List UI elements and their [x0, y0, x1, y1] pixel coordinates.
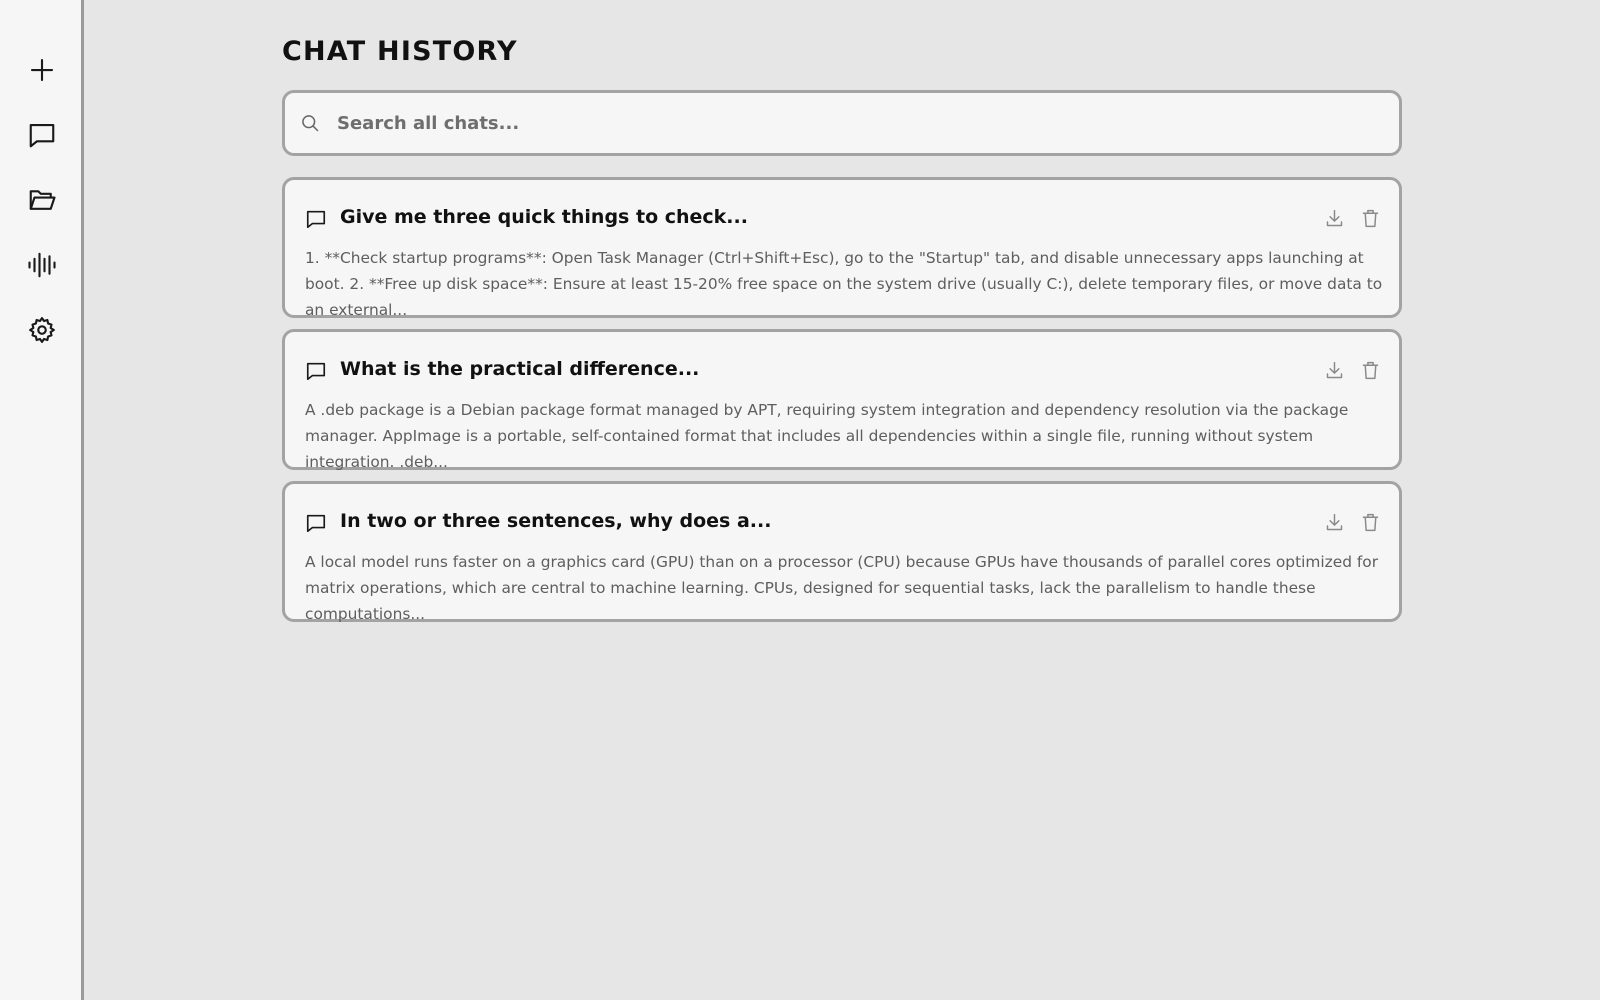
files-button[interactable] [22, 180, 62, 220]
trash-icon [1360, 360, 1381, 381]
chat-item[interactable] [282, 481, 1402, 622]
sidebar [0, 0, 84, 1000]
trash-icon [1360, 208, 1381, 229]
gear-icon [27, 315, 57, 345]
chat-list [282, 177, 1402, 633]
chat-title: In two or three sentences, why does a... [340, 510, 772, 532]
new-chat-button[interactable] [22, 50, 62, 90]
chat-title: What is the practical difference... [340, 358, 700, 380]
chat-preview: A local model runs faster on a graphics card (GPU) than on a processor (CPU) because GPUs have thousands of parallel cores optimized for matrix operations, which are central to machine learning. CPUs, designed for sequential tasks, lack the parallelism to handle these computations... [305, 553, 1379, 623]
chat-actions [1323, 207, 1381, 229]
chat-bubble-icon [305, 360, 327, 382]
download-button[interactable] [1323, 359, 1345, 381]
chat-actions [1323, 359, 1381, 381]
main-content [282, 0, 1404, 623]
download-icon [1324, 360, 1345, 381]
delete-button[interactable] [1359, 207, 1381, 229]
download-button[interactable] [1323, 207, 1345, 229]
search-icon [299, 112, 321, 134]
chat-bubble-icon [27, 120, 57, 150]
chat-preview: 1. **Check startup programs**: Open Task Manager (Ctrl+Shift+Esc), go to the "Startup" tab, and disable unnecessary apps launching at boot. 2. **Free up disk space**: Ensure at least 15-20% free space on the system drive (usually C:), delete temporary files, or move data to an external... [305, 249, 1383, 319]
chat-title: Give me three quick things to check... [340, 206, 748, 228]
delete-button[interactable] [1359, 511, 1381, 533]
chat-item[interactable] [282, 329, 1402, 470]
chat-bubble-icon [305, 208, 327, 230]
folder-open-icon [27, 185, 57, 215]
chat-bubble-icon [305, 512, 327, 534]
download-icon [1324, 208, 1345, 229]
chat-item[interactable] [282, 177, 1402, 318]
search-bar[interactable] [282, 90, 1402, 156]
chats-button[interactable] [22, 115, 62, 155]
download-button[interactable] [1323, 511, 1345, 533]
delete-button[interactable] [1359, 359, 1381, 381]
audio-waveform-icon [27, 250, 57, 280]
chat-actions [1323, 511, 1381, 533]
voice-button[interactable] [22, 245, 62, 285]
chat-preview: A .deb package is a Debian package format managed by APT, requiring system integration and dependency resolution via the package manager. AppImage is a portable, self-contained format that includes all dependencies within a single file, running without system integration. .deb... [305, 401, 1349, 471]
settings-button[interactable] [22, 310, 62, 350]
plus-icon [27, 55, 57, 85]
search-input[interactable] [335, 112, 1335, 135]
download-icon [1324, 512, 1345, 533]
page-title: CHAT HISTORY [282, 36, 518, 67]
trash-icon [1360, 512, 1381, 533]
